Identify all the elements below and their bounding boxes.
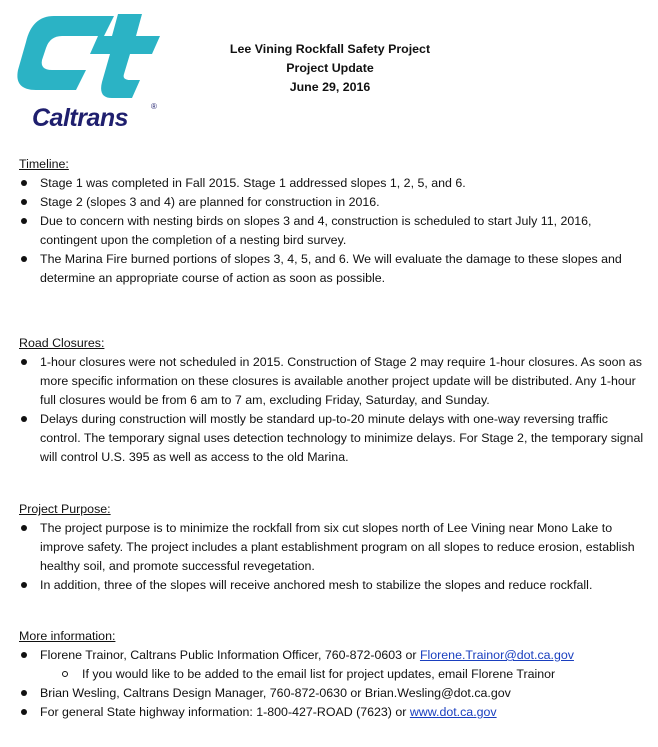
timeline-list bbox=[19, 174, 649, 288]
list-item-highway-info bbox=[19, 703, 649, 722]
road-closures-list bbox=[19, 353, 649, 467]
list-subitem: If you would like to be added to the email list for project updates, email Florene Trainor bbox=[19, 665, 649, 684]
contact-text: Florene Trainor, Caltrans Public Information Officer, 760-872-0603 or bbox=[40, 648, 420, 662]
road-closures-section bbox=[19, 334, 649, 467]
project-title: Lee Vining Rockfall Safety Project bbox=[229, 42, 431, 56]
list-item: Stage 1 was completed in Fall 2015. Stage 1 addressed slopes 1, 2, 5, and 6. bbox=[19, 174, 649, 193]
section-title: Project Purpose: bbox=[19, 502, 111, 516]
section-title: Timeline: bbox=[19, 157, 69, 171]
document-header bbox=[170, 40, 490, 97]
list-item: Due to concern with nesting birds on slopes 3 and 4, construction is scheduled to start July 11, 2016, contingent upon the completion of a nesting bird survey. bbox=[19, 212, 649, 250]
email-link-trainor[interactable]: Florene.Trainor@dot.ca.gov bbox=[419, 648, 574, 662]
list-item-contact-wesling: Brian Wesling, Caltrans Design Manager, 760-872-0630 or Brian.Wesling@dot.ca.gov bbox=[19, 684, 649, 703]
highway-info-text: For general State highway information: 1-800-427-ROAD (7623) or bbox=[40, 705, 410, 719]
caltrans-wordmark: Caltrans bbox=[32, 104, 129, 132]
website-link[interactable]: www.dot.ca.gov bbox=[409, 705, 497, 719]
list-item: Stage 2 (slopes 3 and 4) are planned for construction in 2016. bbox=[19, 193, 649, 212]
purpose-list bbox=[19, 519, 649, 595]
list-item: Delays during construction will mostly be standard up-to-20 minute delays with one-way reversing traffic control. The temporary signal uses detection technology to minimize delays. For Stage 2, the temporary signal will control U.S. 395 as well as access to the old Marina. bbox=[19, 410, 649, 467]
section-title: Road Closures: bbox=[19, 336, 105, 350]
list-item: The project purpose is to minimize the rockfall from six cut slopes north of Lee Vining near Mono Lake to improve safety. The project includes a plant establishment program on all slopes to reduce erosion, establish healthy soil, and promote successful revegetation. bbox=[19, 519, 649, 576]
more-information-section bbox=[19, 627, 649, 722]
timeline-section bbox=[19, 155, 649, 288]
document-date: June 29, 2016 bbox=[289, 80, 371, 94]
section-title: More information: bbox=[19, 629, 116, 643]
document-subtitle: Project Update bbox=[286, 61, 374, 75]
registered-mark: ® bbox=[151, 102, 157, 111]
caltrans-ct-mark-icon bbox=[14, 12, 164, 102]
list-item: In addition, three of the slopes will receive anchored mesh to stabilize the slopes and reduce rockfall. bbox=[19, 576, 649, 595]
list-item: The Marina Fire burned portions of slopes 3, 4, 5, and 6. We will evaluate the damage to these slopes and determine an appropriate course of action as soon as possible. bbox=[19, 250, 649, 288]
more-information-list bbox=[19, 646, 649, 722]
caltrans-logo bbox=[14, 12, 164, 130]
list-item: 1-hour closures were not scheduled in 2015. Construction of Stage 2 may require 1-hour closures. As soon as more specific information on these closures is available another project update will be distributed. Any 1-hour full closures would be from 6 am to 7 am, excluding Friday, Saturday, and Sunday. bbox=[19, 353, 649, 410]
list-item-contact-trainor bbox=[19, 646, 649, 665]
project-purpose-section bbox=[19, 500, 649, 595]
